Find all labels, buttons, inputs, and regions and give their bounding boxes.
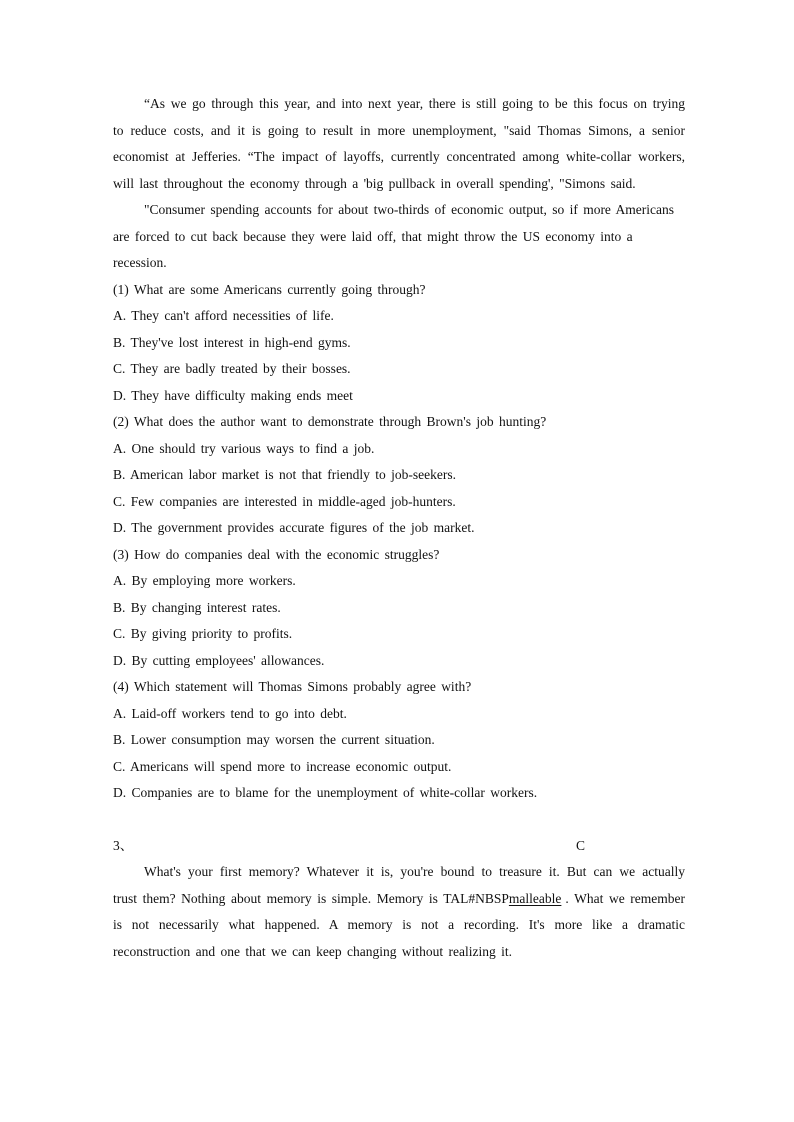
question-2 xyxy=(113,409,685,542)
question-stem: (1) What are some Americans currently going through? xyxy=(113,281,426,297)
question-option: A. By employing more workers. xyxy=(113,573,296,588)
question-option: B. They've lost interest in high-end gyms. xyxy=(113,334,351,350)
question-option: C. They are badly treated by their bosses. xyxy=(113,361,351,376)
passage-paragraph-2: "Consumer spending accounts for about two-thirds of economic output, so if more Americans are forced to cut back because they were laid off, that might throw the US economy into a recession. xyxy=(113,202,675,270)
question-option: C. Americans will spend more to increase economic output. xyxy=(113,758,452,774)
question-option: D. Companies are to blame for the unemployment of white-collar workers. xyxy=(113,785,538,800)
document-content xyxy=(113,91,685,965)
question-option: D. By cutting employees' allowances. xyxy=(113,652,325,668)
question-stem: (3) How do companies deal with the economic struggles? xyxy=(113,546,440,562)
question-option: B. By changing interest rates. xyxy=(113,599,281,615)
section-spacer xyxy=(113,807,685,833)
section-letter: C xyxy=(575,837,585,853)
question-option: D. The government provides accurate figures of the job market. xyxy=(113,520,475,535)
paragraph-text-before: What's your first memory? Whatever it is, you're bound to treasure it. But can we actually trust them? Nothing about memory is simple. Memory is TAL#NBSP xyxy=(113,864,685,906)
section-3-paragraph xyxy=(113,859,685,965)
question-option: B. Lower consumption may worsen the current situation. xyxy=(113,732,435,747)
section-number: 3、 xyxy=(113,837,134,853)
question-4 xyxy=(113,674,685,807)
question-stem: (2) What does the author want to demonstrate through Brown's job hunting? xyxy=(113,414,547,429)
question-option: A. One should try various ways to find a job. xyxy=(113,440,375,456)
question-option: A. They can't afford necessities of life. xyxy=(113,308,334,323)
passage-paragraph-1: “As we go through this year, and into next year, there is still going to be this focus on trying to reduce costs, and it is going to result in more unemployment, "said Thomas Simons, a senior economist at Jefferies. “The impact of layoffs, currently concentrated among white-collar workers, will last throughout the economy through a 'big pullback in overall spending', "Simons said. xyxy=(113,96,685,191)
underlined-word: malleable xyxy=(508,890,562,906)
question-option: C. By giving priority to profits. xyxy=(113,626,293,641)
question-3 xyxy=(113,542,685,675)
question-option: C. Few companies are interested in middle-aged job-hunters. xyxy=(113,493,456,509)
question-option: B. American labor market is not that friendly to job-seekers. xyxy=(113,467,457,482)
question-stem: (4) Which statement will Thomas Simons probably agree with? xyxy=(113,679,472,694)
question-option: D. They have difficulty making ends meet xyxy=(113,387,353,403)
question-1 xyxy=(113,277,685,410)
section-3-header xyxy=(113,833,685,860)
paragraph-text-after: . What we remember is not necessarily what happened. A memory is not a recording. It's more like a dramatic reconstruction and one that we can keep changing without realizing it. xyxy=(113,890,686,959)
question-option: A. Laid-off workers tend to go into debt. xyxy=(113,705,347,721)
